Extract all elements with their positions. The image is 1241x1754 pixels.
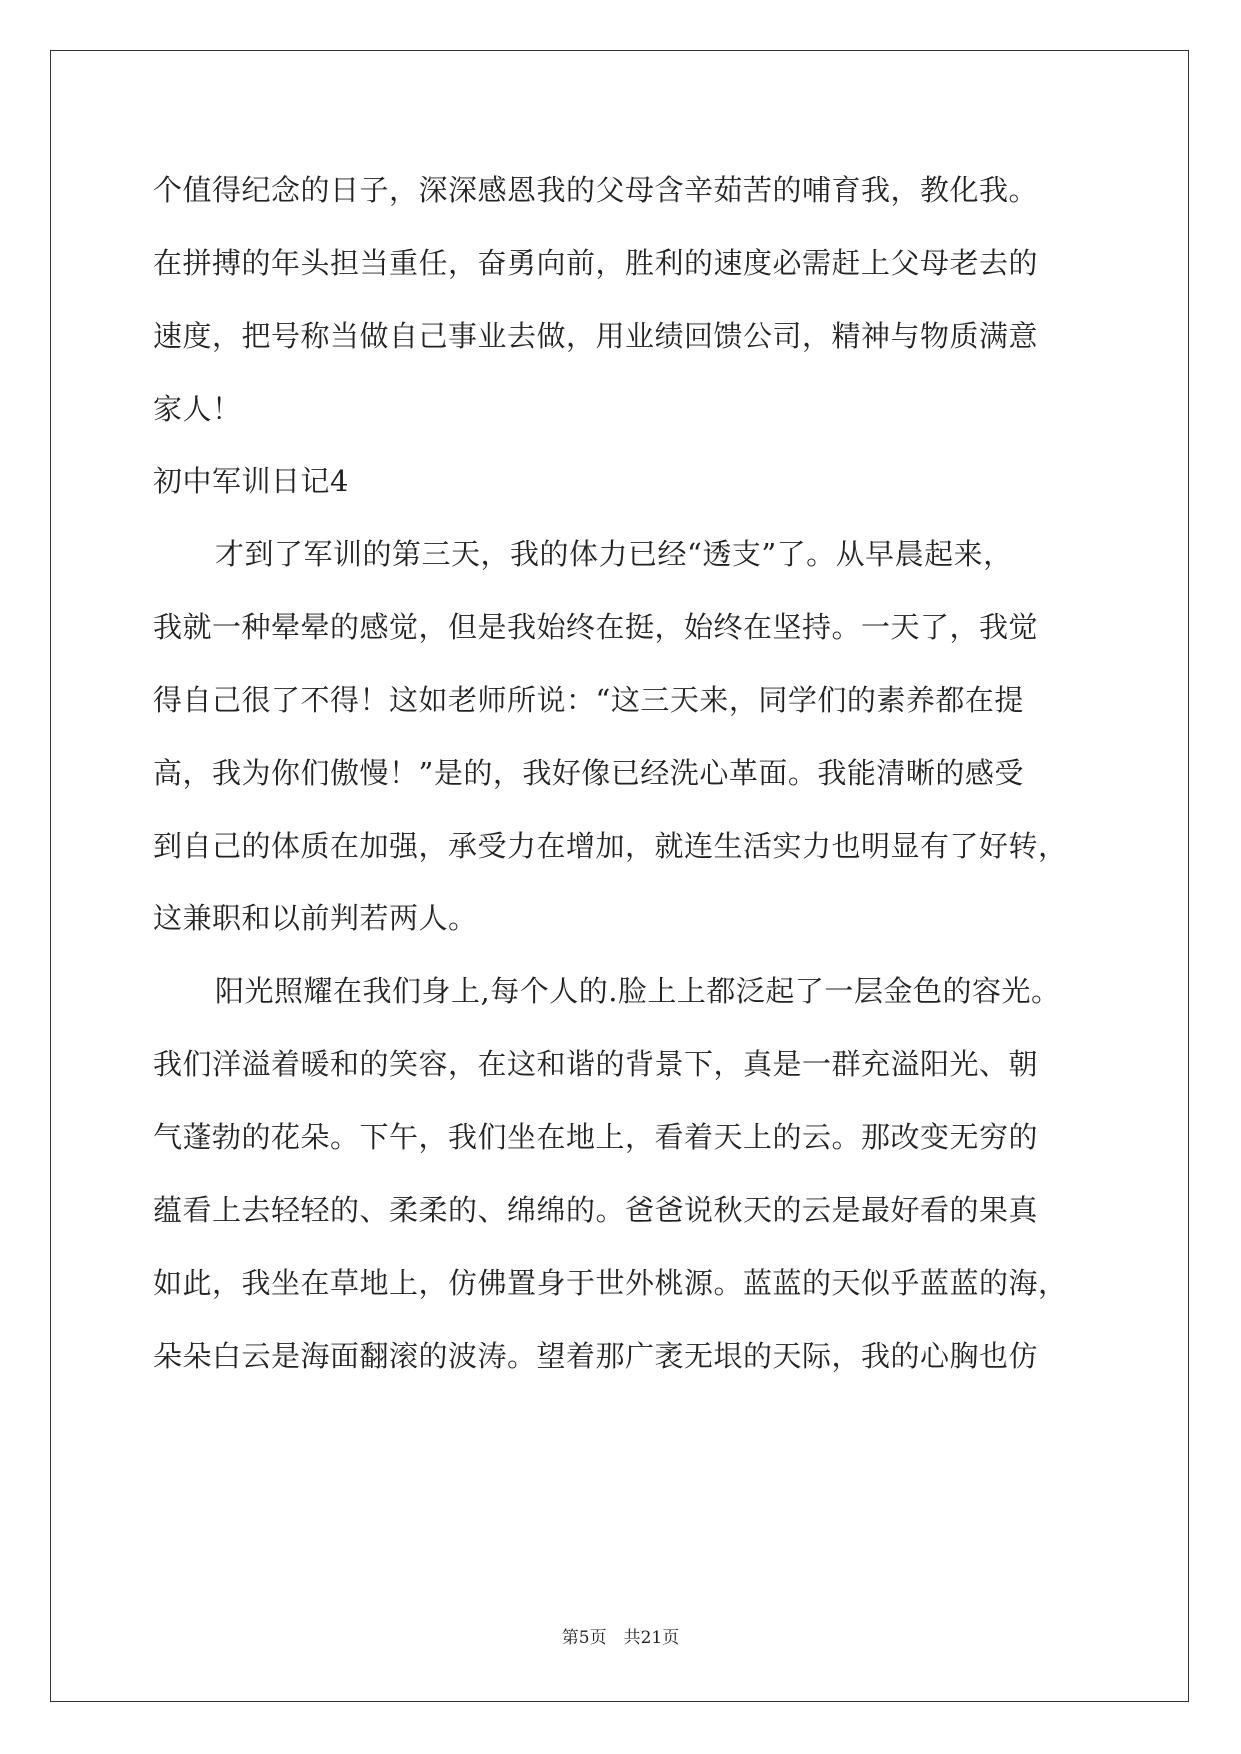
body-text-line: 如此，我坐在草地上，仿佛置身于世外桃源。蓝蓝的天似乎蓝蓝的海， (153, 1266, 1068, 1300)
body-text-line: 得自己很了不得！这如老师所说：“这三天来，同学们的素养都在提 (153, 683, 1024, 717)
body-text-line: 家人！ (153, 392, 242, 426)
page-border (50, 50, 1189, 1702)
body-text-line: 速度，把号称当做自己事业去做，用业绩回馈公司，精神与物质满意 (153, 319, 1039, 353)
section-heading: 初中军训日记4 (153, 464, 349, 498)
body-text-line: 气蓬勃的花朵。下午，我们坐在地上，看着天上的云。那改变无穷的 (153, 1120, 1039, 1154)
body-text-line: 才到了军训的第三天，我的体力已经“透支”了。从早晨起来， (215, 537, 1013, 571)
body-text-line: 高，我为你们傲慢！”是的，我好像已经洗心革面。我能清晰的感受 (153, 756, 1024, 790)
body-text-line: 朵朵白云是海面翻滚的波涛。望着那广袤无垠的天际，我的心胸也仿 (153, 1339, 1039, 1373)
body-text-line: 在拼搏的年头担当重任，奋勇向前，胜利的速度必需赶上父母老去的 (153, 246, 1039, 280)
body-text-line: 我们洋溢着暖和的笑容，在这和谐的背景下，真是一群充溢阳光、朝 (153, 1047, 1039, 1081)
page-number-footer: 第5页 共21页 (561, 1628, 680, 1648)
body-text-line: 蕴看上去轻轻的、柔柔的、绵绵的。爸爸说秋天的云是最好看的果真 (153, 1193, 1039, 1227)
body-text-line: 我就一种晕晕的感觉，但是我始终在挺，始终在坚持。一天了，我觉 (153, 610, 1039, 644)
body-text-line: 阳光照耀在我们身上,每个人的.脸上上都泛起了一层金色的容光。 (215, 974, 1061, 1008)
body-text-line: 这兼职和以前判若两人。 (153, 901, 478, 935)
body-text-line: 个值得纪念的日子，深深感恩我的父母含辛茹苦的哺育我，教化我。 (153, 173, 1039, 207)
body-text-line: 到自己的体质在加强，承受力在增加，就连生活实力也明显有了好转， (153, 829, 1068, 863)
